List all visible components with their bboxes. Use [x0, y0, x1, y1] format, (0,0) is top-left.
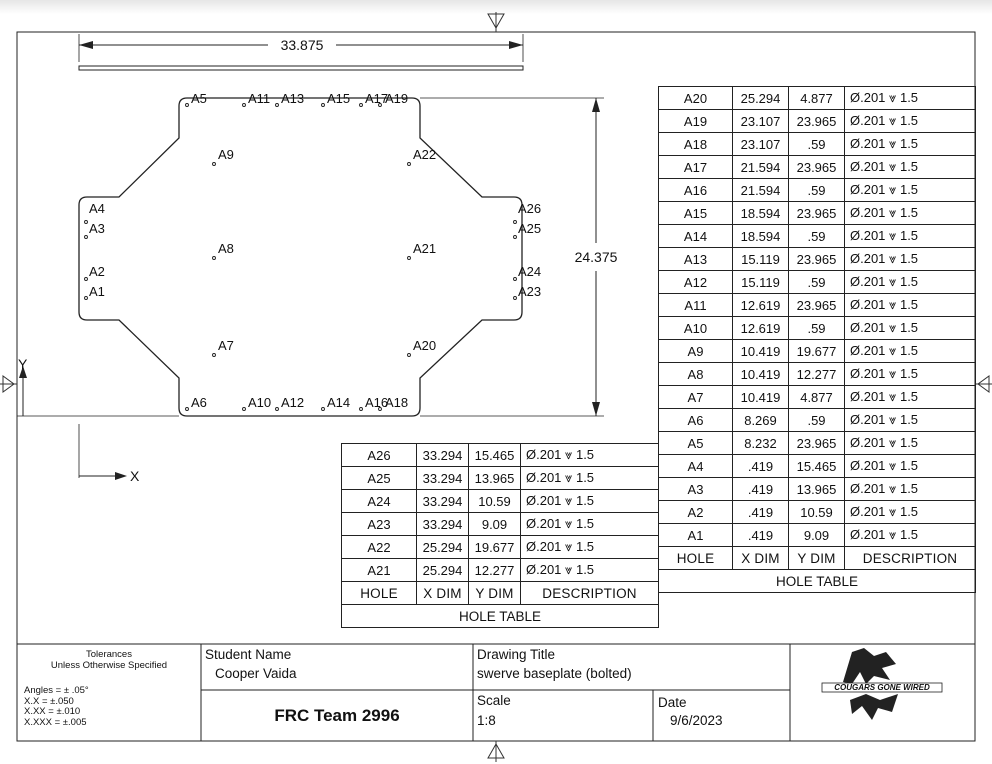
center-mark-top — [488, 12, 504, 32]
x-dim-cell: 25.294 — [733, 87, 789, 110]
hole-table-row — [659, 202, 976, 225]
hole-table-row — [659, 501, 976, 524]
description-cell: Ø.201 ⩔ 1.5 — [521, 444, 659, 467]
y-dim-cell: .59 — [789, 225, 845, 248]
team-name: FRC Team 2996 — [274, 706, 400, 725]
y-dim-cell: 9.09 — [469, 513, 521, 536]
hole-label-a18: A18 — [385, 395, 409, 410]
x-dim-cell: 10.419 — [733, 340, 789, 363]
hole-id-cell: A22 — [342, 536, 417, 559]
hole-id-cell: A15 — [659, 202, 733, 225]
cougars-gone-wired-logo — [822, 648, 942, 720]
date-value: 9/6/2023 — [670, 713, 723, 728]
description-cell: Ø.201 ⩔ 1.5 — [845, 271, 976, 294]
x-dim-cell: 33.294 — [417, 444, 469, 467]
hole-table-row — [659, 248, 976, 271]
x-dim-cell: 33.294 — [417, 490, 469, 513]
y-dim-cell: 12.277 — [789, 363, 845, 386]
hole-table-row — [342, 444, 659, 467]
description-cell: Ø.201 ⩔ 1.5 — [521, 536, 659, 559]
y-dim-cell: .59 — [789, 271, 845, 294]
hole-label-a9: A9 — [218, 147, 234, 162]
x-dim-cell: 15.119 — [733, 271, 789, 294]
hole-id-cell: A19 — [659, 110, 733, 133]
hole-id-cell: A10 — [659, 317, 733, 340]
hole-label-a2: A2 — [89, 264, 105, 279]
drawing-title-label: Drawing Title — [477, 647, 556, 662]
hole-id-cell: A18 — [659, 133, 733, 156]
student-name-label: Student Name — [205, 647, 292, 662]
hole-id-cell: A5 — [659, 432, 733, 455]
x-dim-cell: 15.119 — [733, 248, 789, 271]
x-dim-cell: 12.619 — [733, 294, 789, 317]
hole-id-cell: A12 — [659, 271, 733, 294]
hole-label-a21: A21 — [413, 241, 437, 256]
hole-id-cell: A7 — [659, 386, 733, 409]
tolerances-subtitle: Unless Otherwise Specified — [50, 660, 168, 671]
hole-id-cell: A9 — [659, 340, 733, 363]
hole-id-cell: A23 — [342, 513, 417, 536]
description-cell: Ø.201 ⩔ 1.5 — [845, 501, 976, 524]
x-dim-cell: 23.107 — [733, 133, 789, 156]
description-cell: Ø.201 ⩔ 1.5 — [845, 179, 976, 202]
hole-id-cell: A2 — [659, 501, 733, 524]
x-dim-cell: 33.294 — [417, 513, 469, 536]
x-dim-cell: .419 — [733, 478, 789, 501]
y-dim-cell: 4.877 — [789, 87, 845, 110]
hole-label-a13: A13 — [281, 91, 305, 106]
y-dim-cell: 23.965 — [789, 248, 845, 271]
hole-id-cell: A11 — [659, 294, 733, 317]
hole-table-row — [659, 363, 976, 386]
x-dim-cell: 10.419 — [733, 363, 789, 386]
logo-text: COUGARS GONE WIRED — [834, 683, 930, 692]
header-y-dim: Y DIM — [789, 547, 845, 570]
hole-label-a17: A17 — [365, 91, 389, 106]
description-cell: Ø.201 ⩔ 1.5 — [845, 455, 976, 478]
hole-label-a5: A5 — [191, 91, 207, 106]
header-x-dim: X DIM — [417, 582, 469, 605]
hole-label-a22: A22 — [413, 147, 437, 162]
x-dim-cell: 10.419 — [733, 386, 789, 409]
height-dimension-label: 24.375 — [574, 249, 618, 265]
description-cell: Ø.201 ⩔ 1.5 — [845, 478, 976, 501]
hole-table-row — [659, 294, 976, 317]
tolerance-xx: X.XX = ±.010 — [24, 706, 81, 717]
y-dim-cell: 23.965 — [789, 432, 845, 455]
description-cell: Ø.201 ⩔ 1.5 — [845, 248, 976, 271]
tolerances-list — [24, 686, 89, 728]
hole-table-title: HOLE TABLE — [342, 605, 659, 628]
hole-id-cell: A17 — [659, 156, 733, 179]
baseplate-outline — [79, 98, 522, 416]
tolerance-xxx: X.XXX = ±.005 — [24, 716, 87, 728]
hole-labels — [89, 91, 541, 410]
y-dim-cell: 15.465 — [789, 455, 845, 478]
y-dim-cell: 10.59 — [469, 490, 521, 513]
y-dim-cell: .59 — [789, 409, 845, 432]
drawing-title-value: swerve baseplate (bolted) — [477, 666, 632, 681]
x-axis-label: X — [130, 468, 140, 484]
hole-table-row — [659, 386, 976, 409]
hole-id-cell: A4 — [659, 455, 733, 478]
header-description: DESCRIPTION — [845, 547, 976, 570]
header-hole: HOLE — [342, 582, 417, 605]
description-cell: Ø.201 ⩔ 1.5 — [521, 490, 659, 513]
hole-id-cell: A13 — [659, 248, 733, 271]
hole-id-cell: A3 — [659, 478, 733, 501]
x-axis-arrow — [79, 472, 127, 480]
hole-table-row — [659, 432, 976, 455]
hole-table-row — [342, 559, 659, 582]
hole-label-a4: A4 — [89, 201, 105, 216]
hole-table-row — [659, 340, 976, 363]
x-dim-cell: 18.594 — [733, 202, 789, 225]
student-name-value: Cooper Vaida — [215, 666, 297, 681]
header-hole: HOLE — [659, 547, 733, 570]
x-dim-cell: 21.594 — [733, 156, 789, 179]
description-cell: Ø.201 ⩔ 1.5 — [845, 225, 976, 248]
hole-label-a24: A24 — [518, 264, 542, 279]
hole-table-row — [659, 156, 976, 179]
hole-table-row — [659, 455, 976, 478]
y-dim-cell: 13.965 — [789, 478, 845, 501]
y-dim-cell: 23.965 — [789, 156, 845, 179]
x-dim-cell: .419 — [733, 455, 789, 478]
hole-label-a26: A26 — [518, 201, 542, 216]
y-axis-label: Y — [18, 356, 28, 372]
header-x-dim: X DIM — [733, 547, 789, 570]
x-dim-cell: 23.107 — [733, 110, 789, 133]
description-cell: Ø.201 ⩔ 1.5 — [845, 87, 976, 110]
y-dim-cell: 9.09 — [789, 524, 845, 547]
scale-value: 1:8 — [477, 713, 496, 728]
hole-label-a25: A25 — [518, 221, 542, 236]
description-cell: Ø.201 ⩔ 1.5 — [521, 559, 659, 582]
y-dim-cell: 23.965 — [789, 294, 845, 317]
hole-label-a7: A7 — [218, 338, 234, 353]
hole-table-row — [659, 478, 976, 501]
scale-label: Scale — [477, 693, 511, 708]
header-y-dim: Y DIM — [469, 582, 521, 605]
hole-label-a10: A10 — [248, 395, 272, 410]
x-dim-cell: 25.294 — [417, 536, 469, 559]
hole-table-title: HOLE TABLE — [659, 570, 976, 593]
y-dim-cell: 13.965 — [469, 467, 521, 490]
hole-table-row — [659, 133, 976, 156]
description-cell: Ø.201 ⩔ 1.5 — [845, 156, 976, 179]
tolerances-title: Tolerances — [86, 649, 132, 660]
y-dim-cell: 23.965 — [789, 110, 845, 133]
y-dim-cell: 12.277 — [469, 559, 521, 582]
description-cell: Ø.201 ⩔ 1.5 — [845, 317, 976, 340]
hole-table-row — [342, 467, 659, 490]
hole-label-a15: A15 — [327, 91, 351, 106]
tolerances-heading — [17, 649, 201, 671]
hole-table-left — [341, 443, 659, 628]
hole-id-cell: A21 — [342, 559, 417, 582]
x-dim-cell: 25.294 — [417, 559, 469, 582]
hole-label-a12: A12 — [281, 395, 305, 410]
hole-table-row — [342, 513, 659, 536]
description-cell: Ø.201 ⩔ 1.5 — [845, 363, 976, 386]
center-mark-right — [975, 376, 992, 392]
hole-table-row — [659, 409, 976, 432]
plate-edge-view — [79, 66, 523, 70]
hole-label-a23: A23 — [518, 284, 542, 299]
tolerance-angles: Angles = ± .05° — [24, 685, 89, 696]
hole-label-a6: A6 — [191, 395, 207, 410]
x-dim-cell: .419 — [733, 501, 789, 524]
description-cell: Ø.201 ⩔ 1.5 — [845, 202, 976, 225]
hole-table-row — [659, 317, 976, 340]
y-dim-cell: 15.465 — [469, 444, 521, 467]
description-cell: Ø.201 ⩔ 1.5 — [845, 340, 976, 363]
y-dim-cell: .59 — [789, 179, 845, 202]
hole-id-cell: A16 — [659, 179, 733, 202]
description-cell: Ø.201 ⩔ 1.5 — [521, 467, 659, 490]
x-dim-cell: 8.269 — [733, 409, 789, 432]
hole-id-cell: A14 — [659, 225, 733, 248]
hole-table-row — [659, 179, 976, 202]
hole-markers — [85, 104, 517, 411]
width-dimension-label: 33.875 — [280, 37, 324, 53]
description-cell: Ø.201 ⩔ 1.5 — [845, 294, 976, 317]
y-dim-cell: .59 — [789, 317, 845, 340]
y-dim-cell: 19.677 — [789, 340, 845, 363]
x-dim-cell: 33.294 — [417, 467, 469, 490]
header-description: DESCRIPTION — [521, 582, 659, 605]
hole-label-a14: A14 — [327, 395, 351, 410]
description-cell: Ø.201 ⩔ 1.5 — [521, 513, 659, 536]
hole-table-row — [659, 271, 976, 294]
hole-label-a3: A3 — [89, 221, 105, 236]
y-dim-cell: 19.677 — [469, 536, 521, 559]
center-mark-bottom — [488, 741, 504, 762]
description-cell: Ø.201 ⩔ 1.5 — [845, 133, 976, 156]
x-dim-cell: 18.594 — [733, 225, 789, 248]
x-dim-cell: 21.594 — [733, 179, 789, 202]
hole-table-row — [659, 524, 976, 547]
y-axis-arrow — [19, 366, 27, 416]
hole-label-a8: A8 — [218, 241, 234, 256]
hole-id-cell: A1 — [659, 524, 733, 547]
description-cell: Ø.201 ⩔ 1.5 — [845, 524, 976, 547]
y-dim-cell: 10.59 — [789, 501, 845, 524]
description-cell: Ø.201 ⩔ 1.5 — [845, 409, 976, 432]
x-dim-cell: 12.619 — [733, 317, 789, 340]
center-mark-left — [0, 376, 17, 392]
y-dim-cell: .59 — [789, 133, 845, 156]
hole-table-right — [658, 86, 976, 593]
x-dim-cell: 8.232 — [733, 432, 789, 455]
hole-table-row — [659, 87, 976, 110]
hole-label-a19: A19 — [385, 91, 409, 106]
hole-id-cell: A6 — [659, 409, 733, 432]
hole-id-cell: A25 — [342, 467, 417, 490]
description-cell: Ø.201 ⩔ 1.5 — [845, 432, 976, 455]
hole-table-row — [342, 536, 659, 559]
hole-table-row — [659, 110, 976, 133]
hole-id-cell: A20 — [659, 87, 733, 110]
hole-label-a20: A20 — [413, 338, 437, 353]
hole-id-cell: A8 — [659, 363, 733, 386]
y-dim-cell: 23.965 — [789, 202, 845, 225]
hole-id-cell: A26 — [342, 444, 417, 467]
hole-table-row — [342, 490, 659, 513]
hole-id-cell: A24 — [342, 490, 417, 513]
y-dim-cell: 4.877 — [789, 386, 845, 409]
hole-label-a16: A16 — [365, 395, 389, 410]
x-dim-cell: .419 — [733, 524, 789, 547]
hole-label-a1: A1 — [89, 284, 105, 299]
description-cell: Ø.201 ⩔ 1.5 — [845, 386, 976, 409]
tolerance-x: X.X = ±.050 — [24, 695, 74, 707]
hole-table-row — [659, 225, 976, 248]
hole-label-a11: A11 — [248, 91, 271, 106]
description-cell: Ø.201 ⩔ 1.5 — [845, 110, 976, 133]
date-label: Date — [658, 695, 687, 710]
